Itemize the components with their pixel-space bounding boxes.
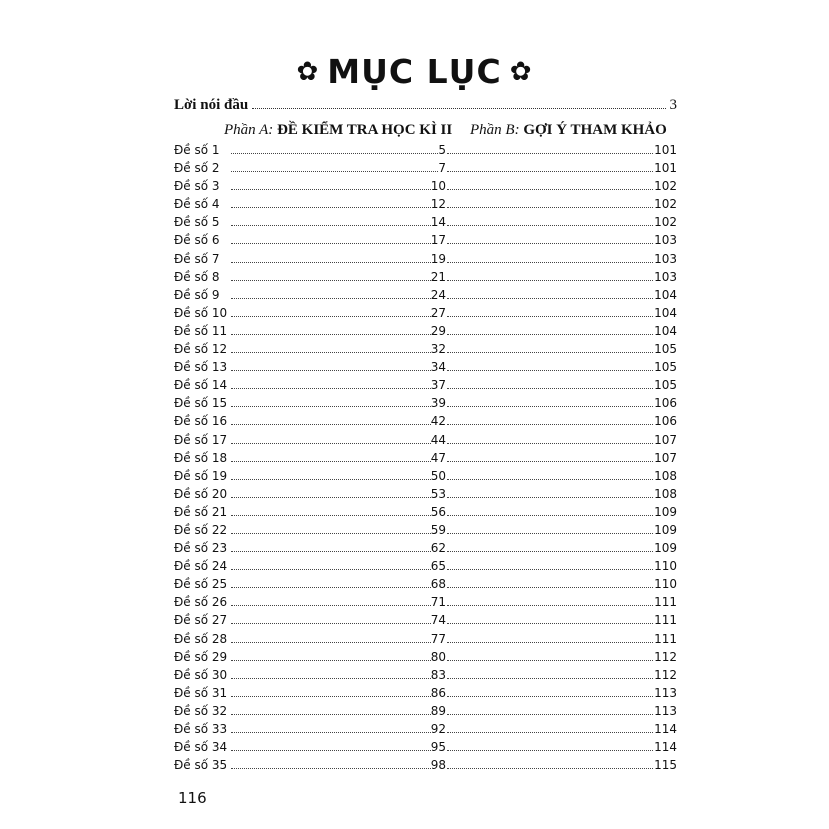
toc-part-a: [174, 469, 446, 483]
dot-leader: [447, 595, 653, 606]
toc-row: [174, 577, 677, 595]
dot-leader: [447, 668, 653, 679]
toc-part-b: [446, 215, 677, 229]
toc-row: [174, 288, 677, 306]
dot-leader: [231, 306, 431, 317]
dot-leader: [231, 414, 431, 425]
toc-part-a: [174, 632, 446, 646]
entry-page-a: 19: [430, 251, 446, 266]
entry-label: Đề số 24: [174, 559, 228, 574]
dot-leader: [231, 686, 431, 697]
preface-entry: [174, 97, 677, 114]
toc-row: [174, 668, 677, 686]
entry-page-a: 86: [430, 685, 446, 700]
entry-label: Đề số 5: [174, 215, 220, 230]
dot-leader: [231, 541, 431, 552]
entry-page-b: 106: [654, 414, 677, 429]
toc-row: [174, 541, 677, 559]
entry-label: Đề số 34: [174, 740, 228, 755]
toc-part-b: [446, 161, 677, 175]
entry-page-a: 56: [430, 504, 446, 519]
toc-part-b: [446, 541, 677, 555]
dot-leader: [447, 758, 653, 769]
dot-leader: [231, 161, 438, 172]
entry-page-b: 103: [654, 233, 677, 248]
toc-part-b: [446, 505, 677, 519]
entry-page-a: 7: [438, 161, 446, 176]
dot-leader: [231, 197, 431, 208]
dot-leader: [231, 270, 431, 281]
page-title: [0, 52, 829, 91]
toc-part-b: [446, 360, 677, 374]
dot-leader: [231, 360, 431, 371]
entry-page-a: 21: [430, 269, 446, 284]
entry-page-a: 80: [430, 649, 446, 664]
toc-row: [174, 414, 677, 432]
toc-part-b: [446, 595, 677, 609]
toc-row: [174, 215, 677, 233]
dot-leader: [447, 505, 653, 516]
entry-page-a: 77: [430, 631, 446, 646]
section-a-title: ĐỀ KIỂM TRA HỌC KÌ II: [277, 122, 453, 138]
dot-leader: [447, 613, 653, 624]
dot-leader: [231, 559, 431, 570]
section-a-heading: [224, 122, 452, 139]
title-text: MỤC LỤC: [327, 52, 502, 91]
entry-label: Đề số 17: [174, 432, 228, 447]
entry-page-b: 103: [654, 269, 677, 284]
entry-page-b: 102: [654, 179, 677, 194]
preface-page: 3: [669, 97, 677, 113]
toc-part-b: [446, 559, 677, 573]
toc-row: [174, 704, 677, 722]
toc-row: [174, 270, 677, 288]
preface-label: Lời nói đầu: [174, 97, 249, 113]
dot-leader: [231, 668, 431, 679]
entry-page-a: 14: [430, 215, 446, 230]
dot-leader: [447, 342, 653, 353]
entry-page-a: 50: [430, 468, 446, 483]
dot-leader: [231, 577, 431, 588]
entry-page-a: 53: [430, 486, 446, 501]
toc-part-a: [174, 143, 446, 157]
entry-page-b: 112: [654, 649, 677, 664]
entry-label: Đề số 22: [174, 522, 228, 537]
toc-part-b: [446, 433, 677, 447]
toc-part-a: [174, 342, 446, 356]
toc-part-a: [174, 686, 446, 700]
dot-leader: [447, 541, 653, 552]
entry-label: Đề số 8: [174, 269, 220, 284]
dot-leader: [231, 342, 431, 353]
entry-page-b: 101: [654, 161, 677, 176]
toc-row: [174, 469, 677, 487]
entry-page-a: 68: [430, 577, 446, 592]
dot-leader: [231, 650, 431, 661]
flower-icon: ✿: [296, 57, 320, 87]
entry-page-b: 102: [654, 215, 677, 230]
toc-part-a: [174, 451, 446, 465]
toc-part-a: [174, 541, 446, 555]
entry-page-b: 114: [654, 740, 677, 755]
toc-row: [174, 378, 677, 396]
toc-part-b: [446, 469, 677, 483]
entry-page-b: 102: [654, 197, 677, 212]
toc-part-b: [446, 740, 677, 754]
toc-row: [174, 650, 677, 668]
entry-label: Đề số 21: [174, 504, 228, 519]
entry-page-b: 107: [654, 432, 677, 447]
toc-part-b: [446, 288, 677, 302]
dot-leader: [447, 722, 653, 733]
toc-row: [174, 252, 677, 270]
entry-page-b: 113: [654, 703, 677, 718]
entry-page-b: 101: [654, 143, 677, 157]
dot-leader: [447, 469, 653, 480]
entry-page-b: 109: [654, 522, 677, 537]
entry-page-a: 47: [430, 450, 446, 465]
entry-page-b: 106: [654, 396, 677, 411]
toc-part-a: [174, 233, 446, 247]
toc-part-a: [174, 577, 446, 591]
dot-leader: [231, 215, 431, 226]
entry-label: Đề số 33: [174, 722, 228, 736]
dot-leader: [231, 632, 431, 643]
entry-page-a: 27: [430, 305, 446, 320]
dot-leader: [447, 740, 653, 751]
dot-leader: [447, 179, 653, 190]
entry-label: Đề số 28: [174, 631, 228, 646]
dot-leader: [447, 451, 653, 462]
entry-label: Đề số 15: [174, 396, 228, 411]
dot-leader: [447, 433, 653, 444]
toc-part-a: [174, 324, 446, 338]
entry-label: Đề số 27: [174, 613, 228, 628]
entry-page-b: 107: [654, 450, 677, 465]
dot-leader: [447, 161, 653, 172]
dot-leader: [231, 523, 431, 534]
entry-page-b: 108: [654, 486, 677, 501]
entry-page-b: 115: [654, 758, 677, 773]
toc-part-b: [446, 523, 677, 537]
toc-part-b: [446, 197, 677, 211]
toc-part-a: [174, 360, 446, 374]
toc-row: [174, 360, 677, 378]
section-b-prefix: Phần B:: [470, 122, 524, 138]
entry-label: Đề số 32: [174, 703, 228, 718]
toc-row: [174, 324, 677, 342]
toc-part-b: [446, 252, 677, 266]
entry-label: Đề số 23: [174, 541, 228, 556]
entry-page-a: 95: [430, 740, 446, 755]
toc-row: [174, 451, 677, 469]
section-b-title: GỢI Ý THAM KHẢO: [523, 122, 667, 138]
entry-page-b: 105: [654, 342, 677, 357]
page-number: 116: [178, 789, 207, 807]
toc-row: [174, 143, 677, 161]
entry-page-a: 24: [430, 287, 446, 302]
entry-label: Đề số 4: [174, 197, 220, 212]
entry-page-a: 89: [430, 703, 446, 718]
toc-row: [174, 523, 677, 541]
dot-leader: [231, 451, 431, 462]
entry-label: Đề số 19: [174, 468, 228, 483]
dot-leader: [447, 306, 653, 317]
entry-label: Đề số 3: [174, 179, 220, 194]
dot-leader: [231, 433, 431, 444]
toc-row: [174, 233, 677, 251]
entry-page-b: 105: [654, 378, 677, 393]
dot-leader: [231, 758, 431, 769]
entry-page-a: 34: [430, 360, 446, 375]
dot-leader: [447, 487, 653, 498]
entry-page-b: 105: [654, 360, 677, 375]
entry-label: Đề số 16: [174, 414, 228, 429]
entry-label: Đề số 7: [174, 251, 220, 266]
entry-page-b: 111: [654, 631, 677, 646]
dot-leader: [231, 613, 431, 624]
toc-part-a: [174, 433, 446, 447]
entry-page-a: 62: [430, 541, 446, 556]
toc-part-a: [174, 595, 446, 609]
toc-part-b: [446, 632, 677, 646]
toc-row: [174, 559, 677, 577]
dot-leader: [447, 559, 653, 570]
entry-label: Đề số 26: [174, 595, 228, 610]
dot-leader: [447, 523, 653, 534]
entry-page-a: 17: [430, 233, 446, 248]
dot-leader: [231, 324, 431, 335]
toc-part-a: [174, 306, 446, 320]
entry-page-b: 111: [654, 595, 677, 610]
toc-part-b: [446, 143, 677, 157]
entry-page-a: 39: [430, 396, 446, 411]
entry-label: Đề số 6: [174, 233, 220, 248]
toc-part-a: [174, 487, 446, 501]
dot-leader: [447, 704, 653, 715]
dot-leader: [447, 632, 653, 643]
toc-row: [174, 632, 677, 650]
toc-part-b: [446, 233, 677, 247]
toc-part-a: [174, 668, 446, 682]
toc-row: [174, 179, 677, 197]
toc-row: [174, 197, 677, 215]
entry-label: Đề số 18: [174, 450, 228, 465]
entry-page-a: 65: [430, 559, 446, 574]
dot-leader: [231, 505, 431, 516]
entry-label: Đề số 11: [174, 323, 228, 338]
entry-page-a: 42: [430, 414, 446, 429]
entry-label: Đề số 1: [174, 143, 220, 157]
dot-leader: [231, 143, 438, 154]
dot-leader: [447, 396, 653, 407]
dot-leader: [447, 686, 653, 697]
dot-leader: [252, 97, 665, 109]
entry-page-b: 114: [654, 722, 677, 736]
toc-part-b: [446, 577, 677, 591]
dot-leader: [231, 595, 431, 606]
entry-label: Đề số 10: [174, 305, 228, 320]
entry-page-b: 104: [654, 323, 677, 338]
entry-page-b: 111: [654, 613, 677, 628]
toc-row: [174, 686, 677, 704]
entry-page-a: 92: [430, 722, 446, 736]
dot-leader: [231, 396, 431, 407]
dot-leader: [231, 378, 431, 389]
toc-part-b: [446, 342, 677, 356]
toc-part-b: [446, 451, 677, 465]
dot-leader: [231, 740, 431, 751]
entry-page-b: 112: [654, 667, 677, 682]
entry-label: Đề số 13: [174, 360, 228, 375]
toc-part-b: [446, 378, 677, 392]
entry-page-a: 44: [430, 432, 446, 447]
toc-part-b: [446, 396, 677, 410]
entry-page-a: 59: [430, 522, 446, 537]
toc-row: [174, 342, 677, 360]
entry-page-a: 12: [430, 197, 446, 212]
dot-leader: [447, 197, 653, 208]
dot-leader: [447, 414, 653, 425]
dot-leader: [231, 704, 431, 715]
dot-leader: [447, 378, 653, 389]
entry-page-a: 74: [430, 613, 446, 628]
toc-part-a: [174, 613, 446, 627]
toc-part-a: [174, 179, 446, 193]
dot-leader: [231, 722, 431, 733]
dot-leader: [447, 233, 653, 244]
entry-label: Đề số 30: [174, 667, 228, 682]
dot-leader: [447, 215, 653, 226]
entry-label: Đề số 20: [174, 486, 228, 501]
toc-part-b: [446, 179, 677, 193]
toc-part-a: [174, 505, 446, 519]
toc-part-b: [446, 613, 677, 627]
entry-label: Đề số 9: [174, 287, 220, 302]
dot-leader: [231, 469, 431, 480]
dot-leader: [447, 270, 653, 281]
toc-row: [174, 505, 677, 523]
dot-leader: [447, 577, 653, 588]
entry-label: Đề số 12: [174, 342, 228, 357]
toc-row: [174, 487, 677, 505]
section-b-heading: [470, 122, 667, 139]
toc-part-a: [174, 704, 446, 718]
toc-row: [174, 396, 677, 414]
dot-leader: [447, 324, 653, 335]
toc-list: [174, 143, 677, 776]
toc-row: [174, 161, 677, 179]
entry-page-b: 103: [654, 251, 677, 266]
toc-part-a: [174, 650, 446, 664]
toc-part-a: [174, 758, 446, 772]
toc-part-a: [174, 161, 446, 175]
toc-row: [174, 722, 677, 740]
toc-row: [174, 306, 677, 324]
toc-part-a: [174, 523, 446, 537]
entry-label: Đề số 14: [174, 378, 228, 393]
entry-page-b: 110: [654, 577, 677, 592]
section-a-prefix: Phần A:: [224, 122, 278, 138]
entry-page-b: 108: [654, 468, 677, 483]
entry-page-a: 5: [438, 143, 446, 157]
toc-part-b: [446, 650, 677, 664]
entry-page-b: 109: [654, 504, 677, 519]
toc-part-b: [446, 758, 677, 772]
toc-row: [174, 595, 677, 613]
toc-part-a: [174, 288, 446, 302]
toc-part-a: [174, 378, 446, 392]
entry-page-a: 29: [430, 323, 446, 338]
entry-page-b: 113: [654, 685, 677, 700]
toc-part-b: [446, 324, 677, 338]
entry-label: Đề số 2: [174, 161, 220, 176]
dot-leader: [447, 650, 653, 661]
entry-page-b: 104: [654, 305, 677, 320]
dot-leader: [447, 288, 653, 299]
toc-part-b: [446, 704, 677, 718]
entry-label: Đề số 29: [174, 649, 228, 664]
toc-part-a: [174, 197, 446, 211]
dot-leader: [231, 179, 431, 190]
toc-row: [174, 740, 677, 758]
dot-leader: [231, 233, 431, 244]
entry-label: Đề số 31: [174, 685, 228, 700]
toc-part-b: [446, 686, 677, 700]
entry-page-a: 98: [430, 758, 446, 773]
toc-part-a: [174, 740, 446, 754]
toc-part-b: [446, 722, 677, 736]
toc-row: [174, 433, 677, 451]
entry-page-a: 10: [430, 179, 446, 194]
dot-leader: [231, 487, 431, 498]
toc-part-a: [174, 559, 446, 573]
toc-part-a: [174, 215, 446, 229]
entry-label: Đề số 35: [174, 758, 228, 773]
entry-page-b: 104: [654, 287, 677, 302]
entry-label: Đề số 25: [174, 577, 228, 592]
entry-page-a: 83: [430, 667, 446, 682]
toc-row: [174, 613, 677, 631]
toc-part-b: [446, 414, 677, 428]
toc-part-b: [446, 487, 677, 501]
toc-part-a: [174, 270, 446, 284]
toc-part-a: [174, 396, 446, 410]
entry-page-b: 109: [654, 541, 677, 556]
toc-part-b: [446, 668, 677, 682]
dot-leader: [231, 288, 431, 299]
entry-page-a: 32: [430, 342, 446, 357]
entry-page-a: 37: [430, 378, 446, 393]
dot-leader: [447, 360, 653, 371]
toc-part-a: [174, 722, 446, 736]
flower-icon: ✿: [509, 57, 533, 87]
toc-row: [174, 758, 677, 776]
toc-part-a: [174, 252, 446, 266]
entry-page-a: 71: [430, 595, 446, 610]
dot-leader: [447, 252, 653, 263]
toc-part-a: [174, 414, 446, 428]
toc-part-b: [446, 306, 677, 320]
dot-leader: [447, 143, 653, 154]
dot-leader: [231, 252, 431, 263]
toc-part-b: [446, 270, 677, 284]
entry-page-b: 110: [654, 559, 677, 574]
